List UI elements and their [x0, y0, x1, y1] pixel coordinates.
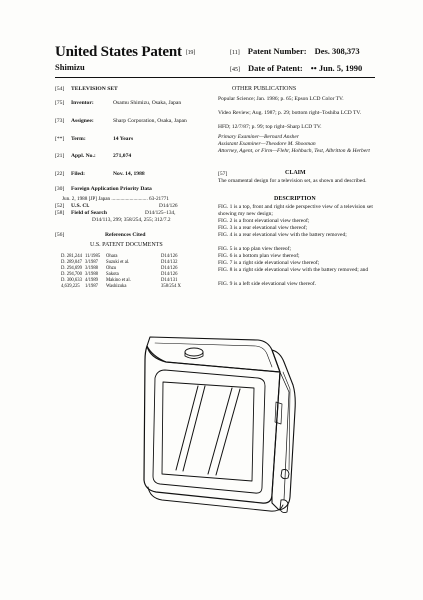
top-knob — [185, 348, 203, 356]
ref-class: D14/126 — [161, 272, 178, 277]
ref-number: 4,639,225 — [61, 284, 80, 289]
field-of-search-value-1: D14/125–134, — [145, 210, 176, 216]
ref-date: 3/1988 — [85, 272, 99, 277]
field-bracket: [75] — [55, 100, 65, 106]
fig-description-3: FIG. 3 is a rear elevational view thereof; — [218, 225, 308, 231]
ref-class: D14/131 — [161, 278, 178, 283]
ref-number: D. 281,244 — [61, 254, 82, 259]
ref-name: Ohzu — [106, 266, 117, 271]
field-label: Inventor: — [71, 100, 94, 106]
class-bracket: [52] — [55, 203, 65, 209]
field-value: Sharp Corporation, Osaka, Japan — [113, 118, 187, 124]
field-bracket: [73] — [55, 118, 65, 124]
title-text: United States Patent — [55, 44, 182, 60]
fig-description-1: FIG. 1 is a top, front and right side perspective view of a television set showing my new design; — [218, 204, 373, 217]
ref-class: D14/132 — [161, 260, 178, 265]
field-label: TELEVISION SET — [71, 86, 118, 92]
ref-number: D. 289,047 — [61, 260, 82, 265]
field-label: Appl. No.: — [71, 153, 96, 159]
patent-number-label: Patent Number: — [247, 46, 307, 56]
ref-number: D. 294,699 — [61, 266, 82, 271]
field-label: Filed: — [71, 171, 85, 177]
claim-heading: CLAIM — [285, 170, 306, 176]
field-value: Osamu Shimizu, Osaka, Japan — [113, 100, 182, 106]
lcd-screen — [162, 382, 254, 481]
us-patent-documents-heading: U.S. PATENT DOCUMENTS — [90, 242, 163, 248]
ref-name: Suzuki et al. — [106, 260, 130, 265]
field-bracket: [22] — [55, 171, 65, 177]
ref-name: Washizuka — [106, 284, 127, 289]
priority-bracket: [30] — [55, 186, 65, 192]
search-bracket: [58] — [55, 210, 65, 216]
search-label: Field of Search — [71, 210, 107, 216]
date-bracket: [45] — [230, 67, 240, 73]
ref-date: 4/1989 — [85, 278, 99, 283]
ref-class: D14/126 — [161, 254, 178, 259]
side-switch — [275, 402, 282, 424]
ref-date: 3/1987 — [85, 260, 99, 265]
description-heading: DESCRIPTION — [274, 196, 316, 202]
ref-date: 11/1985 — [85, 254, 101, 259]
primary-examiner: Primary Examiner—Bernard Ansher — [218, 134, 299, 140]
fig-description-4: FIG. 4 is a rear elevational view with the battery removed; — [218, 232, 347, 238]
other-publication-2: Video Review; Aug. 1987; p. 29; bottom right–Toshiba LCD TV. — [218, 110, 361, 116]
references-heading: References Cited — [105, 232, 146, 238]
ref-name: Sakota — [106, 272, 119, 277]
other-publications-heading: OTHER PUBLICATIONS — [232, 86, 297, 92]
assistant-examiner: Assistant Examiner—Theodore M. Shooman — [218, 141, 316, 147]
other-publication-3: HFD; 12/7/87; p. 99; top right–Sharp LCD TV. — [218, 124, 322, 130]
ref-number: D. 294,700 — [61, 272, 82, 277]
us-class-value: D14/126 — [159, 203, 178, 209]
fig-description-7: FIG. 7 is a right side elevational view thereof; — [218, 260, 320, 266]
ref-date: 3/1988 — [85, 266, 99, 271]
patent-number-value: Des. 308,373 — [314, 46, 360, 56]
fig-description-2: FIG. 2 is a front elevational view thereof; — [218, 218, 310, 224]
date-label: Date of Patent: — [248, 63, 303, 73]
field-value: Nov. 14, 1988 — [113, 171, 145, 177]
field-label: Term: — [71, 136, 86, 142]
ref-class: 358/254 X — [161, 284, 181, 289]
fig-description-9: FIG. 9 is a left side elevational view thereof. — [218, 281, 317, 287]
date-value: •• Jun. 5, 1990 — [310, 63, 363, 73]
header-inventor: Shimizu — [55, 62, 85, 72]
field-label: Assignee: — [71, 118, 94, 124]
references-bracket: [56] — [55, 232, 65, 238]
field-bracket: [54] — [55, 86, 65, 92]
ref-number: D. 300,633 — [61, 278, 82, 283]
field-of-search-value-2: D14/113, 299; 358/254, 255; 312/7.2 — [92, 217, 171, 223]
ref-class: D14/126 — [161, 266, 178, 271]
attorney: Attorney, Agent, or Firm—Flehr, Hohbach, Test, Albritton & Herbert — [218, 148, 370, 154]
title-bracket: [19] — [185, 50, 196, 56]
fig-description-6: FIG. 6 is a bottom plan view thereof; — [218, 253, 300, 259]
field-bracket: [**] — [55, 136, 65, 142]
fig-description-8: FIG. 8 is a right side elevational view with the battery removed; and — [218, 267, 369, 273]
patent-number-bracket: [11] — [230, 50, 240, 56]
ref-name: Ohara — [106, 254, 118, 259]
ref-date: 1/1987 — [85, 284, 99, 289]
claim-bracket: [57] — [218, 171, 228, 177]
class-label: U.S. Cl. — [71, 203, 90, 209]
priority-line: Jun. 2, 1988 [JP] Japan ............................ 63-21771 — [62, 196, 169, 202]
ref-name: Makino et al. — [106, 278, 131, 283]
field-value: 271,074 — [113, 153, 132, 159]
other-publication-1: Popular Science; Jan. 1986; p. 65; Epson LCD Color TV. — [218, 96, 344, 102]
priority-heading: Foreign Application Priority Data — [71, 186, 152, 192]
field-bracket: [21] — [55, 153, 65, 159]
field-value: 14 Years — [113, 136, 134, 142]
claim-text: The ornamental design for a television set, as shown and described. — [218, 178, 367, 184]
fig-description-5: FIG. 5 is a top plan view thereof; — [218, 246, 292, 252]
